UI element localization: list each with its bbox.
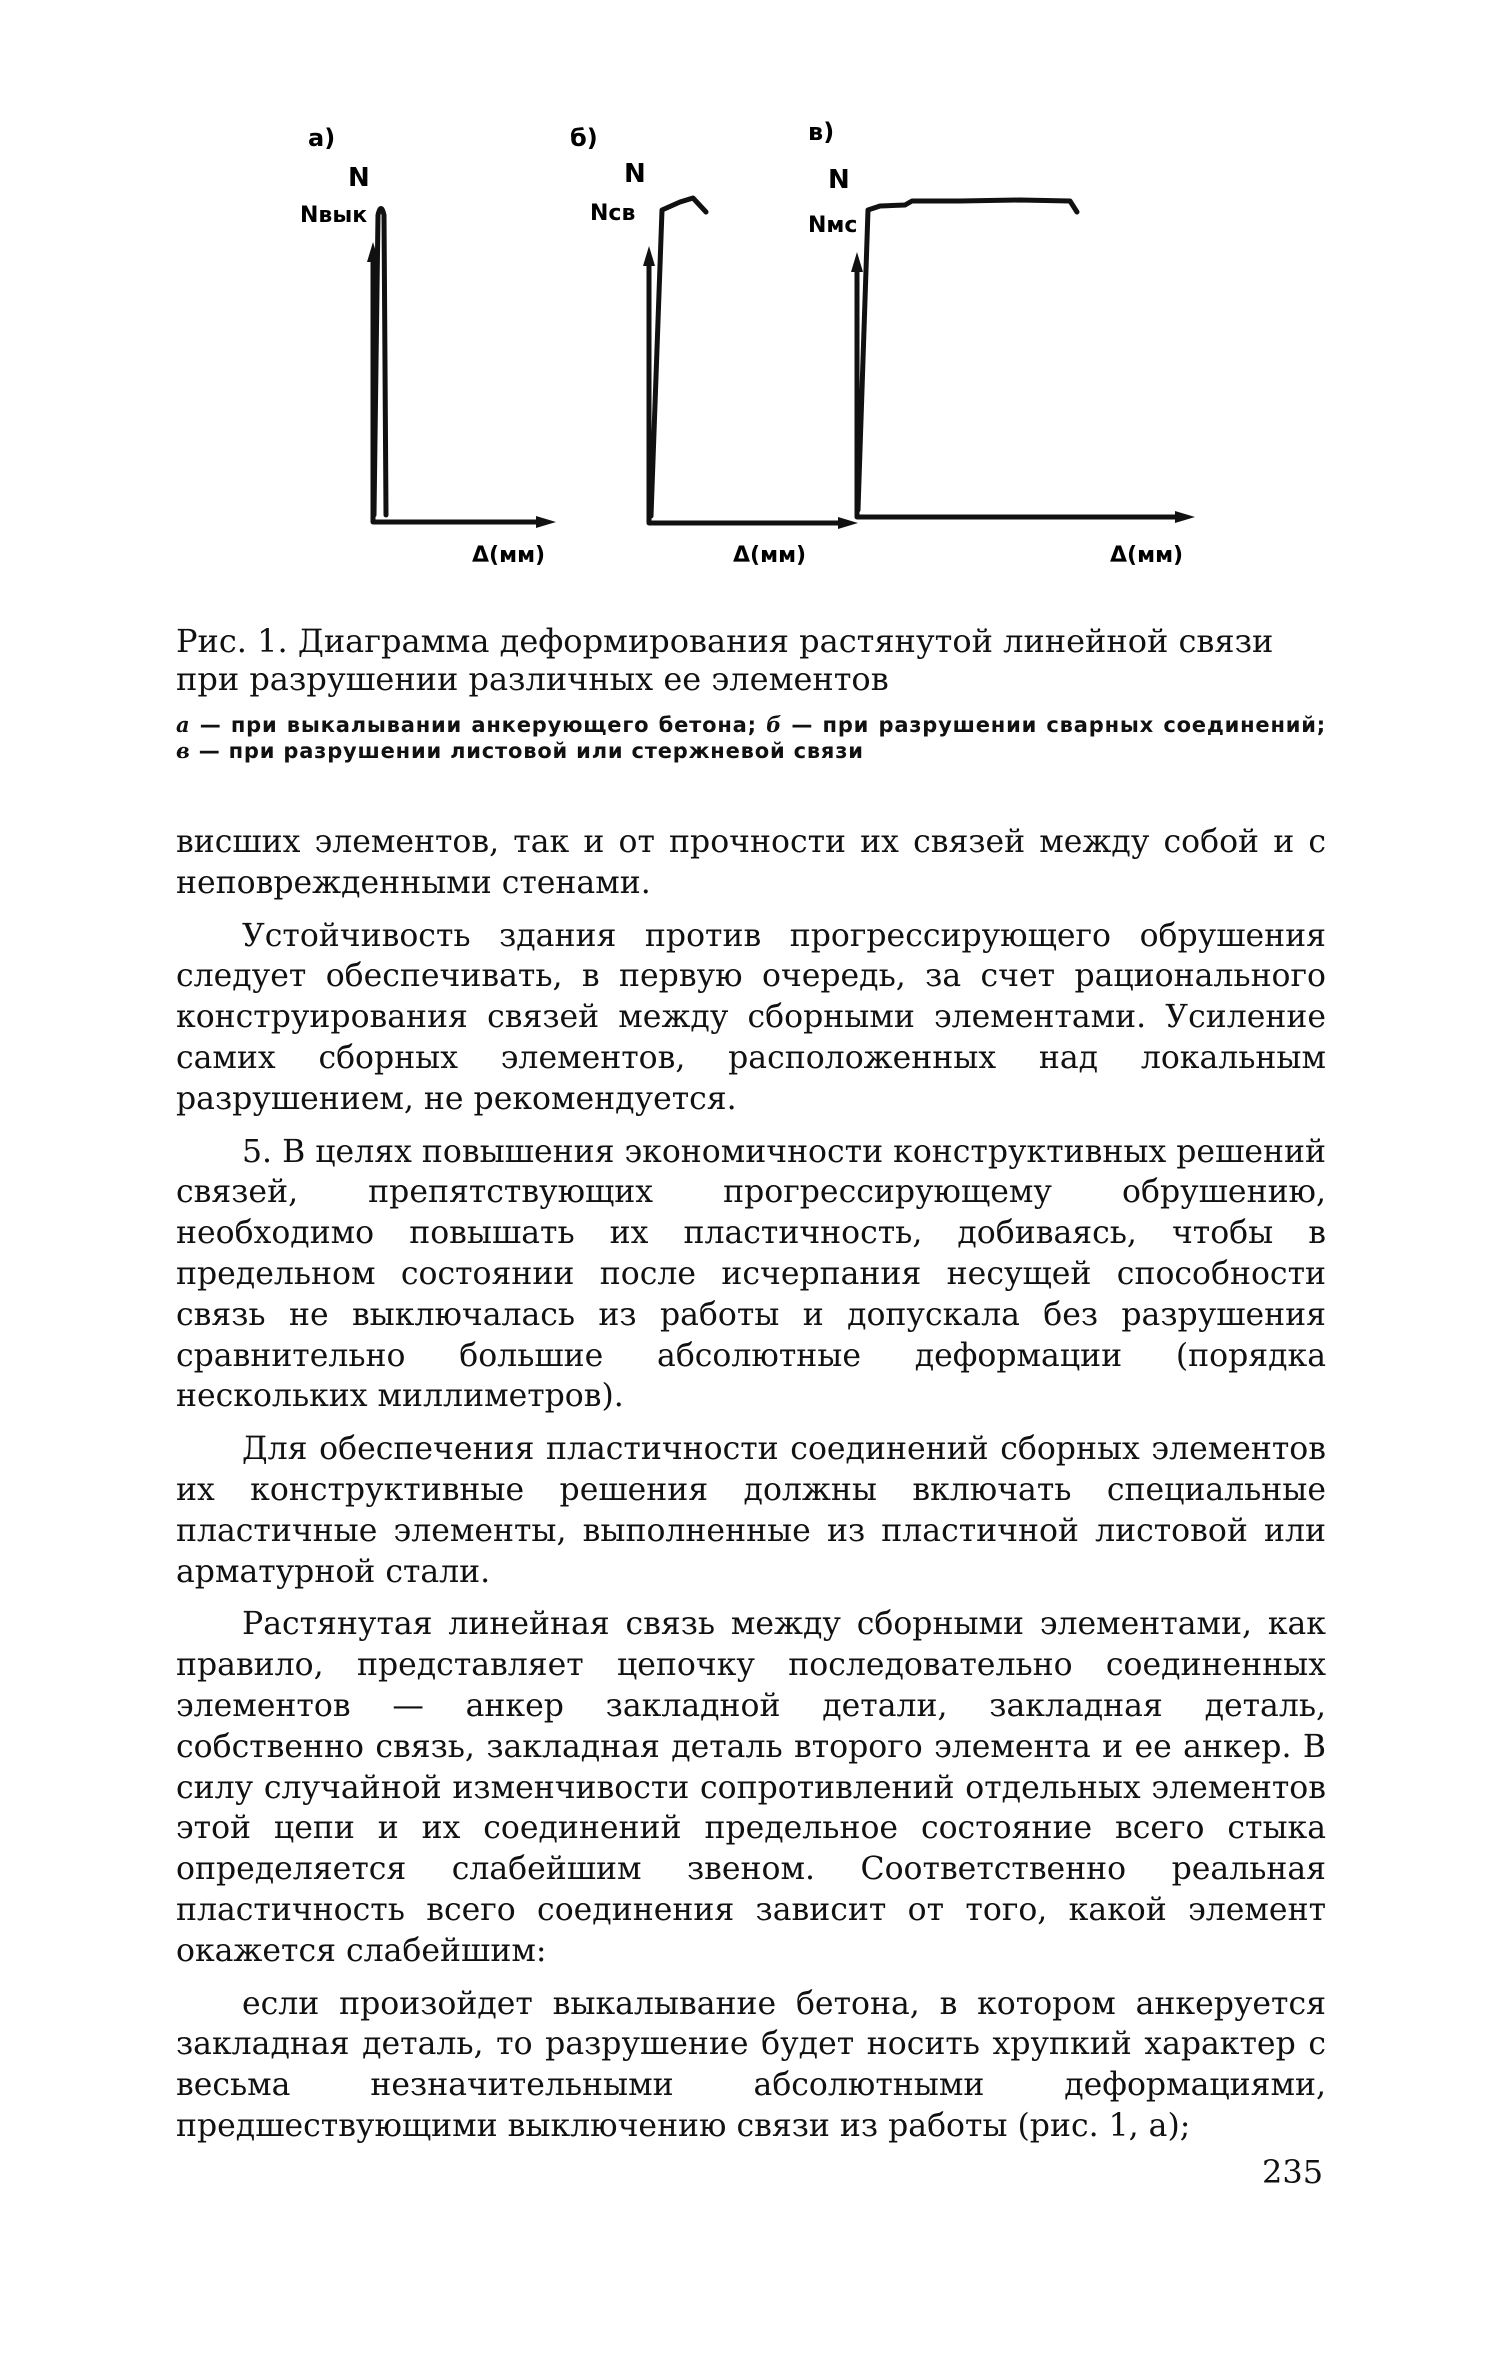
panel-b-x-arrow [838, 517, 858, 529]
paragraph-3: 5. В целях повышения экономичности конструктивных решений связей, препятствующих прогрессирующему обрушению, необходимо повышать их пластичность, добиваясь, чтобы в предельном состоянии после исчерпания несущей способности связь не выключалась из работы и допускала без разрушения сравнительно большие абсолютные деформации (порядка нескольких миллиметров). [176, 1133, 1326, 1415]
panel-c-x-arrow [1175, 511, 1195, 523]
panel-b-level-label: Nсв [590, 201, 636, 226]
paragraph-4: Для обеспечения пластичности соединений сборных элементов их конструктивные решения должны включать специальные пластичные элементы, выполненные из пластичной листовой или арматурной стали. [176, 1431, 1326, 1590]
legend-b-letter: б [766, 712, 783, 737]
panel-c-letter: в) [808, 118, 835, 146]
panel-c-y-arrow [851, 252, 863, 272]
panel-b-letter: б) [570, 124, 598, 152]
body-text [176, 822, 1326, 2159]
panel-c-curve [858, 200, 1077, 510]
paragraph-6: если произойдет выкалывание бетона, в котором анкеруется закладная деталь, то разрушение будет носить хрупкий характер с весьма незначительными абсолютными деформациями, предшествующими выключению связи из работы (рис. 1, а); [176, 1985, 1326, 2144]
panel-a-x-arrow [536, 516, 556, 528]
panel-b-y-axis-label: N [624, 159, 646, 189]
panel-c-x-axis-label: Δ(мм) [1110, 543, 1184, 568]
panel-b-x-axis-label: Δ(мм) [733, 543, 807, 568]
diagrams-svg [280, 118, 1280, 570]
panel-c-axes [857, 270, 1177, 517]
page-number: 235 [1262, 2153, 1324, 2191]
legend-b-text: — при разрушении сварных соединений; [782, 713, 1326, 737]
figure-caption-legend [176, 712, 1326, 764]
panel-a-y-axis-label: N [348, 163, 370, 193]
paragraph-2: Устойчивость здания против прогрессирующего обрушения следует обеспечивать, в первую очередь, за счет рационального конструирования связей между сборными элементами. Усиление самих сборных элементов, расположенных над локальным разрушением, не рекомендуется. [176, 917, 1326, 1117]
panel-a-x-axis-label: Δ(мм) [472, 543, 546, 568]
legend-a-text: — при выкалывании анкерующего бетона; [190, 713, 767, 737]
panel-c-y-axis-label: N [828, 165, 850, 195]
legend-v-text: — при разрушении листовой или стержневой связи [190, 739, 864, 763]
panel-a-letter: а) [308, 124, 336, 152]
legend-v-letter: в [176, 738, 191, 763]
paragraph-5: Растянутая линейная связь между сборными элементами, как правило, представляет цепочку последовательно соединенных элементов — анкер закладной детали, закладная деталь, собственно связь, закладная деталь второго элемента и ее анкер. В силу случайной изменчивости сопротивлений отдельных элементов этой цепи и их соединений предельное состояние всего стыка определяется слабейшим звеном. Соответственно реальная пластичность всего соединения зависит от того, какой элемент окажется слабейшим: [176, 1606, 1326, 1969]
panel-a-axes [373, 260, 538, 522]
deformation-diagrams-figure [280, 118, 1280, 570]
legend-a-letter: а [176, 712, 191, 737]
panel-b-curve [651, 198, 706, 516]
paragraph-1: висших элементов, так и от прочности их связей между собой и с неповрежденными стенами. [176, 824, 1326, 901]
panel-b-y-arrow [643, 246, 655, 266]
panel-c-level-label: Nмс [808, 213, 858, 238]
panel-a-level-label: Nвык [300, 203, 368, 228]
panel-b-axes [649, 264, 840, 523]
figure-caption-title: Рис. 1. Диаграмма деформирования растянутой линейной связи при разрушении различных ее элементов [176, 622, 1274, 698]
